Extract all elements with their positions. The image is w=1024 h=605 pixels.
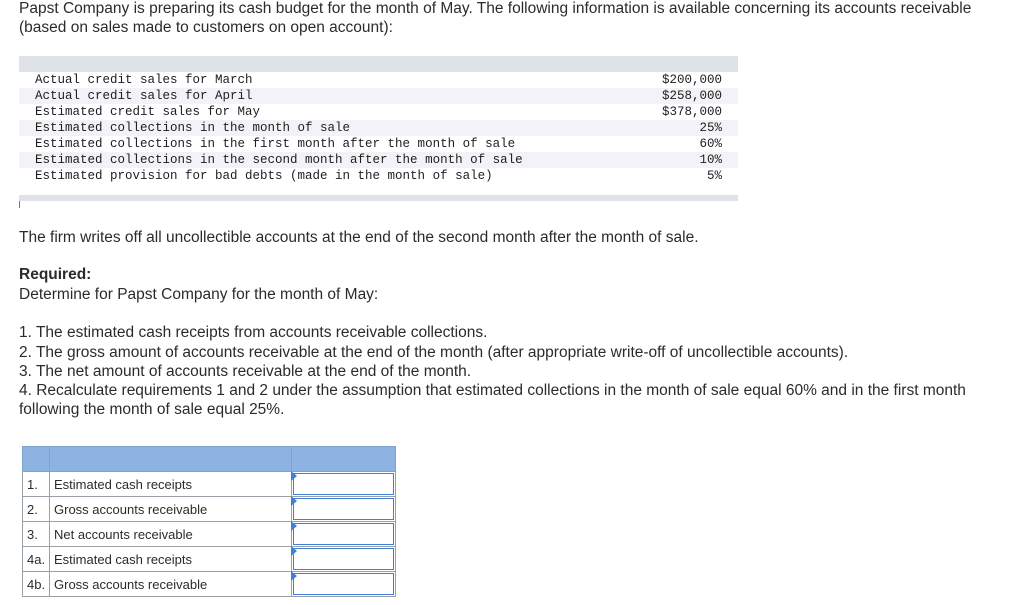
info-row (19, 104, 738, 120)
row-number: 3. (23, 522, 50, 547)
answer-table (22, 446, 396, 597)
gross-accounts-receivable-4b-input[interactable] (293, 573, 394, 595)
info-value: $258,000 (661, 89, 722, 103)
row-number: 4a. (23, 547, 50, 572)
info-label: Estimated collections in the second month after the month of sale (35, 153, 523, 167)
row-label: Gross accounts receivable (50, 572, 292, 597)
requirement-4: 4. Recalculate requirements 1 and 2 under the assumption that estimated collections in the month of sale equal 60% and in the first month following the month of sale equal 25%. (19, 382, 966, 418)
answer-cell (292, 572, 396, 597)
writeoff-note: The firm writes off all uncollectible accounts at the end of the second month after the month of sale. (19, 229, 699, 246)
info-row (19, 168, 738, 184)
table-row (23, 572, 396, 597)
info-value: 5% (706, 169, 722, 183)
header-cell (23, 447, 50, 472)
table-row (23, 472, 396, 497)
info-label: Estimated collections in the first month after the month of sale (35, 137, 516, 151)
info-value: $200,000 (661, 73, 722, 87)
intro-text: Papst Company is preparing its cash budget for the month of May. The following information is available concerning its accounts receivable (based on sales made to customers on open account): (19, 0, 972, 36)
info-row (19, 72, 738, 88)
answer-cell (292, 547, 396, 572)
table-row (23, 522, 396, 547)
header-cell (292, 447, 396, 472)
row-number: 1. (23, 472, 50, 497)
input-marker-icon (291, 521, 297, 531)
net-accounts-receivable-input[interactable] (293, 523, 394, 545)
answer-cell (292, 522, 396, 547)
info-row (19, 152, 738, 168)
input-marker-icon (291, 471, 297, 481)
info-label: Estimated credit sales for May (35, 105, 261, 119)
row-number: 2. (23, 497, 50, 522)
requirement-2: 2. The gross amount of accounts receivable at the end of the month (after appropriate write-off of uncollectible accounts). (19, 344, 849, 361)
estimated-cash-receipts-input[interactable] (293, 473, 394, 495)
info-label: Estimated provision for bad debts (made in the month of sale) (35, 169, 493, 183)
info-value: 10% (699, 153, 722, 167)
info-row (19, 136, 738, 152)
info-value: $378,000 (661, 105, 722, 119)
header-cell (50, 447, 292, 472)
info-label: Actual credit sales for March (35, 73, 253, 87)
required-heading: Required: (19, 266, 92, 283)
row-label: Estimated cash receipts (50, 472, 292, 497)
row-label: Estimated cash receipts (50, 547, 292, 572)
divider-tick (19, 201, 20, 208)
requirement-1: 1. The estimated cash receipts from accounts receivable collections. (19, 324, 488, 341)
requirement-3: 3. The net amount of accounts receivable at the end of the month. (19, 363, 472, 380)
estimated-cash-receipts-4a-input[interactable] (293, 548, 394, 570)
answer-cell (292, 472, 396, 497)
info-value: 60% (699, 137, 722, 151)
info-label: Actual credit sales for April (35, 89, 253, 103)
input-marker-icon (291, 496, 297, 506)
input-marker-icon (291, 571, 297, 581)
answer-table-header (23, 447, 396, 472)
table-row (23, 497, 396, 522)
info-table (19, 56, 738, 201)
row-label: Gross accounts receivable (50, 497, 292, 522)
gross-accounts-receivable-input[interactable] (293, 498, 394, 520)
row-label: Net accounts receivable (50, 522, 292, 547)
table-row (23, 547, 396, 572)
row-number: 4b. (23, 572, 50, 597)
answer-cell (292, 497, 396, 522)
info-label: Estimated collections in the month of sale (35, 121, 351, 135)
info-value: 25% (699, 121, 722, 135)
required-intro: Determine for Papst Company for the month of May: (19, 286, 379, 303)
input-marker-icon (291, 546, 297, 556)
info-row (19, 120, 738, 136)
info-row (19, 88, 738, 104)
